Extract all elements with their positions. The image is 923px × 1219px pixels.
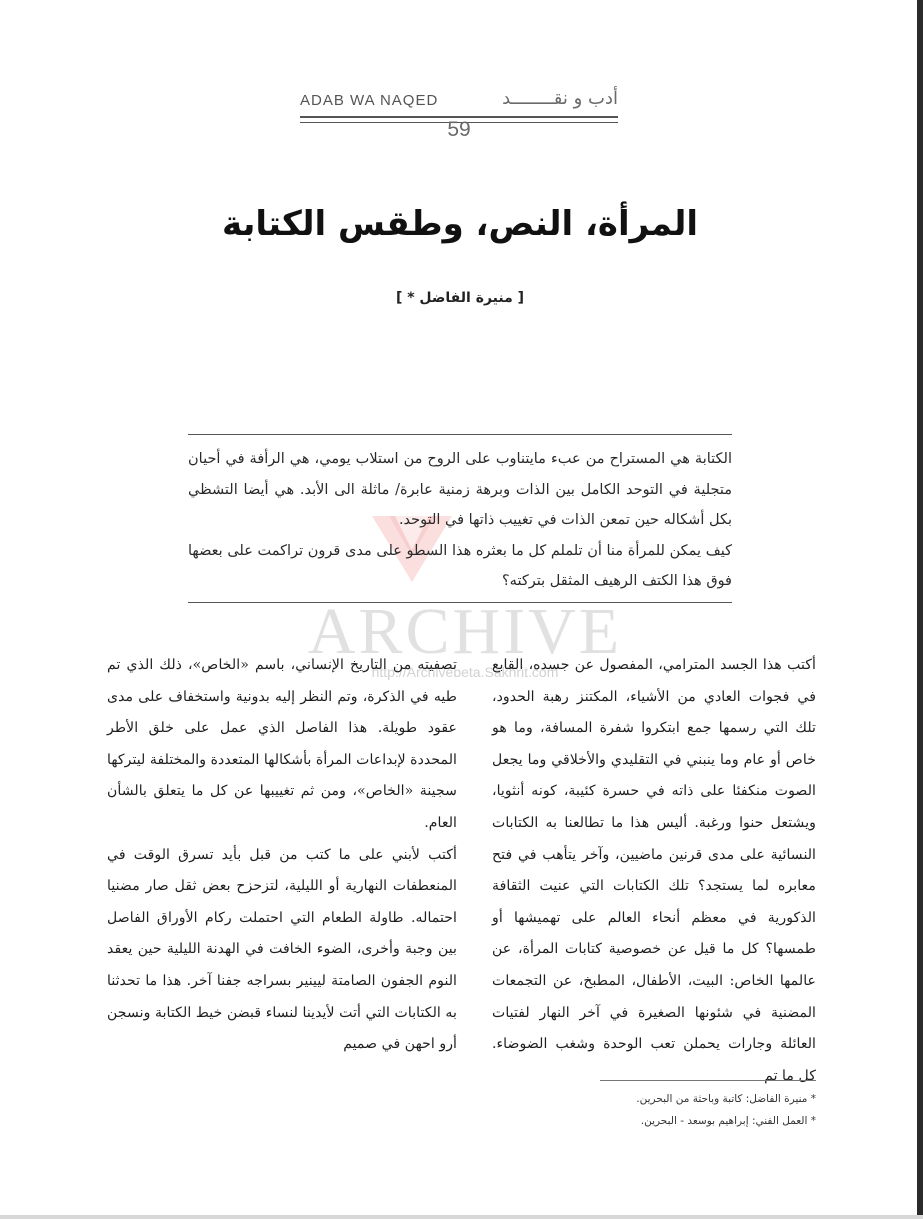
abstract-top-rule [188,434,732,435]
page-bottom-edge [0,1215,923,1219]
watermark-text: ARCHIVE [307,595,623,668]
abstract [188,444,732,597]
body-column-right [492,650,816,1092]
journal-name-latin: ADAB WA NAQED [300,92,439,109]
journal-name-arabic: أدب و نقــــــــد [502,88,618,109]
footnote-rule [600,1080,816,1081]
footnote-artwork: * العمل الفني: إبراهيم بوسعد - البحرين. [640,1115,816,1127]
abstract-paragraph: كيف يمكن للمرأة منا أن تلملم كل ما بعثره هذا السطو على مدى قرون تراكمت على بعضها فوق هذا الكتف الرهيف المثقل بتركته؟ [188,542,732,589]
body-paragraph: أكتب هذا الجسد المترامي، المفصول عن جسده، القابع في فجوات العادي من الأشياء، المكتنز رهبة الحدود، تلك التي رسمها جمع ابتكروا شفرة المسافة، وما هو خاص أو عام وما ينبني في التقليدي والأخلاقي وما يجعل الصوت منكفئا على ذاته في حسرة كئيبة، كونه أنثويا، ويشتعل حنوا ورغبة. أليس هذا ما تطالعنا به الكتابات النسائية على مدى قرنين ماضيين، وآخر يتأهب في فتح معابره لما يستجد؟ تلك الكتابات التي عنيت الثقافة الذكورية في معظم أنحاء العالم على تهميشها أو طمسها؟ كل ما قيل عن خصوصية كتابات المرأة، عن عالمها الخاص: البيت، الأطفال، المطبخ، عن التجمعات المضنية في شئونها الصغيرة في آخر النهار لفتيات العائلة وجارات يحملن تعب الوحدة وشغب الضوضاء. كل ما تم [492,657,816,1084]
page-edge [917,0,923,1219]
body-paragraph: أكتب لأبني على ما كتب من قبل بأيد تسرق الوقت في المنعطفات النهارية أو الليلية، لتزحزح بعض ثقل صار مضنيا احتماله. طاولة الطعام التي احتملت ركام الأوراق الفاصل بين وجبة وأخرى، الضوء الخافت في الهدنة الليلية حين يعقد النوم الجفون الصامتة ليينير بسراجه جفنا آخر. هذا ما تحدثنا به الكتابات التي أتت لأيدينا لنساء قبضن خيط الكتابة ونسجن أرو احهن في صميم [107,846,457,1053]
body-column-left [107,650,457,1061]
abstract-paragraph: الكتابة هي المستراح من عبء مايتناوب على الروح من استلاب يومي، هي الرأفة في أحيان متجلية في التوحد الكامل بين الذات وبرهة زمنية عابرة/ ماثلة الى الأبد. هي أيضا التشظي بكل أشكاله حين تمعن الذات في تغييب ذاتها في التوحد. [188,451,733,528]
page-number: 59 [447,118,471,141]
footnotes [430,1088,816,1132]
running-header [300,88,618,144]
article-title: المرأة، النص، وطقس الكتابة [221,204,699,244]
footnote-author: * منيرة الفاضل: كاتبة وباحثة من البحرين. [636,1093,816,1105]
body-paragraph: تصفيته من التاريخ الإنساني، باسم «الخاص»، ذلك الذي تم طيه في الذكرة، وتم النظر إليه بدونية واستخفاف على مدى عقود طويلة. هذا الفاصل الذي عمل على خلق الأطر المحددة لإبداعات المرأة بأشكالها المتعددة والمختلفة ليتركها سجينة «الخاص»، ومن ثم تغييبها عن كل ما يتعلق بالشأن العام. [107,657,457,831]
watermark-url: http://Archivebeta.Sakhrit.com [371,664,559,680]
article-author: [ منيرة الفاضل * ] [395,290,525,306]
